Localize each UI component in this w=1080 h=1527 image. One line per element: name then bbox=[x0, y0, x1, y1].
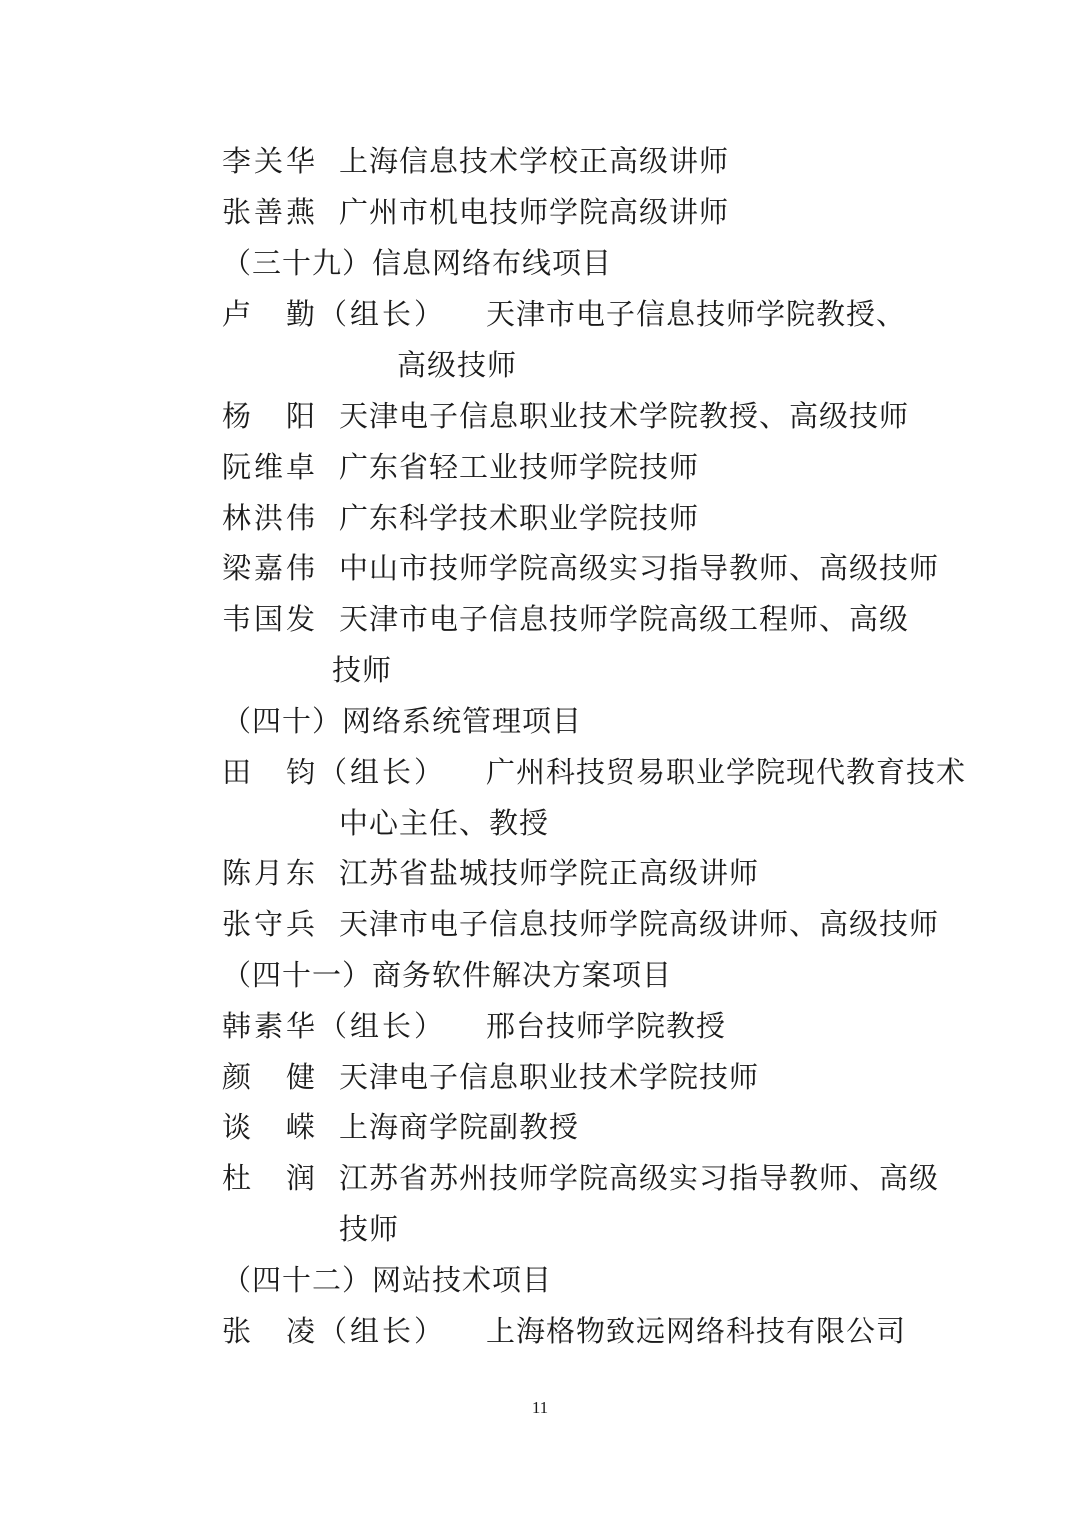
member-description: 天津市电子信息技师学院高级工程师、高级 bbox=[339, 602, 910, 636]
description-continuation: 高级技师 bbox=[397, 348, 518, 382]
member-name: 韦国发 bbox=[222, 602, 319, 636]
member-name: 李关华 bbox=[222, 144, 319, 178]
member-entry bbox=[222, 1059, 759, 1095]
member-description: 上海商学院副教授 bbox=[339, 1110, 580, 1144]
member-description: 天津电子信息职业技术学院教授、高级技师 bbox=[339, 399, 910, 433]
section-heading: （四十二）网站技术项目 bbox=[222, 1263, 553, 1297]
member-name: 梁嘉伟 bbox=[222, 551, 319, 585]
member-entry bbox=[222, 296, 906, 332]
member-description: 广东省轻工业技师学院技师 bbox=[339, 450, 700, 484]
member-name: 张守兵 bbox=[222, 907, 319, 941]
section-heading: （四十一）商务软件解决方案项目 bbox=[222, 958, 673, 992]
member-entry bbox=[222, 449, 699, 485]
section-heading: （三十九）信息网络布线项目 bbox=[222, 246, 613, 280]
member-entry bbox=[222, 1109, 579, 1145]
member-description: 广州科技贸易职业学院现代教育技术 bbox=[486, 755, 967, 789]
member-name: 韩素华（组长） bbox=[222, 1009, 447, 1043]
member-description: 上海格物致远网络科技有限公司 bbox=[486, 1314, 907, 1348]
member-description: 天津市电子信息技师学院高级讲师、高级技师 bbox=[339, 907, 940, 941]
member-entry bbox=[222, 550, 939, 586]
member-name: 林洪伟 bbox=[222, 501, 319, 535]
member-entry bbox=[222, 601, 909, 637]
member-name: 杨 阳 bbox=[222, 399, 319, 433]
member-description: 江苏省苏州技师学院高级实习指导教师、高级 bbox=[339, 1161, 940, 1195]
member-description: 中山市技师学院高级实习指导教师、高级技师 bbox=[339, 551, 940, 585]
member-entry bbox=[222, 906, 939, 942]
member-description: 上海信息技术学校正高级讲师 bbox=[339, 144, 730, 178]
member-name: 田 钧（组长） bbox=[222, 755, 447, 789]
member-description: 江苏省盐城技师学院正高级讲师 bbox=[339, 856, 760, 890]
member-entry bbox=[222, 1160, 939, 1196]
member-entry bbox=[222, 500, 699, 536]
member-entry bbox=[222, 398, 909, 434]
member-name: 张善燕 bbox=[222, 195, 319, 229]
member-name: 颜 健 bbox=[222, 1060, 319, 1094]
member-entry bbox=[222, 754, 966, 790]
member-name: 杜 润 bbox=[222, 1161, 319, 1195]
description-continuation: 技师 bbox=[332, 653, 393, 687]
member-name: 陈月东 bbox=[222, 856, 319, 890]
member-entry bbox=[222, 1008, 726, 1044]
member-description: 广州市机电技师学院高级讲师 bbox=[339, 195, 730, 229]
member-description: 广东科学技术职业学院技师 bbox=[339, 501, 700, 535]
member-name: 卢 勤（组长） bbox=[222, 297, 447, 331]
member-entry bbox=[222, 194, 729, 230]
member-entry bbox=[222, 1313, 906, 1349]
section-heading: （四十）网络系统管理项目 bbox=[222, 704, 583, 738]
member-description: 天津电子信息职业技术学院技师 bbox=[339, 1060, 760, 1094]
member-entry bbox=[222, 143, 729, 179]
member-name: 谈 嵘 bbox=[222, 1110, 319, 1144]
member-description: 天津市电子信息技师学院教授、 bbox=[486, 297, 907, 331]
description-continuation: 中心主任、教授 bbox=[339, 806, 550, 840]
page-number: 11 bbox=[531, 1398, 549, 1417]
member-name: 张 凌（组长） bbox=[222, 1314, 447, 1348]
description-continuation: 技师 bbox=[339, 1212, 400, 1246]
member-name: 阮维卓 bbox=[222, 450, 319, 484]
member-description: 邢台技师学院教授 bbox=[486, 1009, 727, 1043]
member-entry bbox=[222, 855, 759, 891]
